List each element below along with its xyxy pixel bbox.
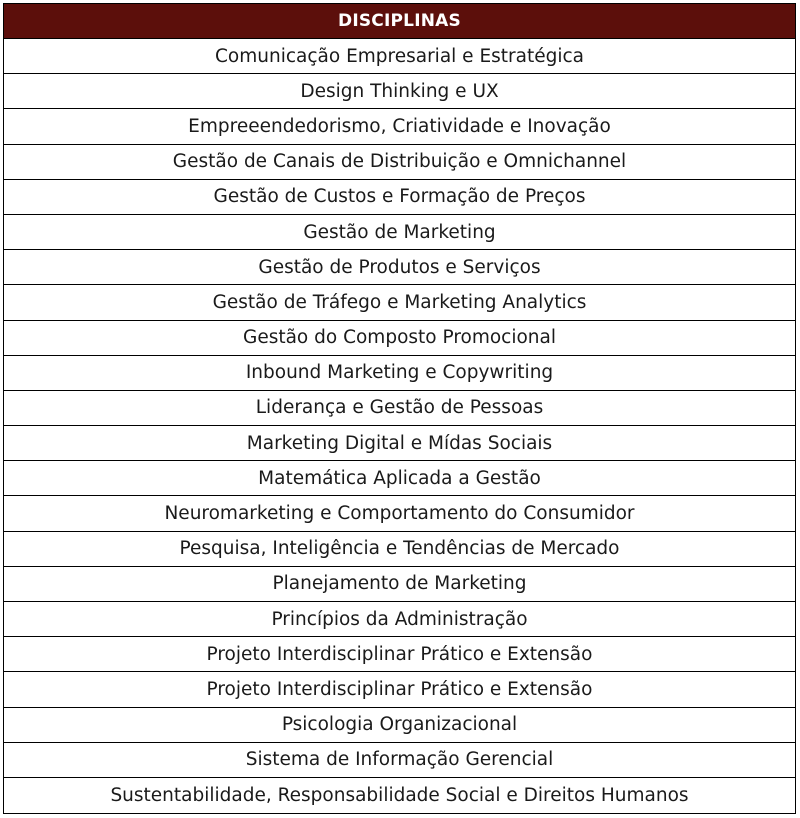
table-row: Gestão do Composto Promocional <box>4 321 795 356</box>
table-row: Gestão de Marketing <box>4 215 795 250</box>
table-row: Inbound Marketing e Copywriting <box>4 356 795 391</box>
table-row: Gestão de Custos e Formação de Preços <box>4 180 795 215</box>
table-row: Sistema de Informação Gerencial <box>4 743 795 778</box>
table-row: Gestão de Canais de Distribuição e Omnichannel <box>4 145 795 180</box>
disciplines-table <box>3 3 796 814</box>
table-row: Gestão de Tráfego e Marketing Analytics <box>4 285 795 320</box>
table-row: Design Thinking e UX <box>4 74 795 109</box>
table-row: Projeto Interdisciplinar Prático e Extensão <box>4 672 795 707</box>
table-row: Matemática Aplicada a Gestão <box>4 461 795 496</box>
table-row: Empreeendedorismo, Criatividade e Inovação <box>4 109 795 144</box>
table-header: DISCIPLINAS <box>4 4 795 39</box>
table-row: Princípios da Administração <box>4 602 795 637</box>
table-row: Gestão de Produtos e Serviços <box>4 250 795 285</box>
table-row: Psicologia Organizacional <box>4 708 795 743</box>
table-row: Neuromarketing e Comportamento do Consumidor <box>4 496 795 531</box>
table-row: Liderança e Gestão de Pessoas <box>4 391 795 426</box>
table-row: Comunicação Empresarial e Estratégica <box>4 39 795 74</box>
table-row: Marketing Digital e Mídas Sociais <box>4 426 795 461</box>
table-body <box>4 39 795 813</box>
table-row: Planejamento de Marketing <box>4 567 795 602</box>
table-row: Pesquisa, Inteligência e Tendências de Mercado <box>4 532 795 567</box>
table-row: Projeto Interdisciplinar Prático e Extensão <box>4 637 795 672</box>
table-row: Sustentabilidade, Responsabilidade Social e Direitos Humanos <box>110 785 689 807</box>
